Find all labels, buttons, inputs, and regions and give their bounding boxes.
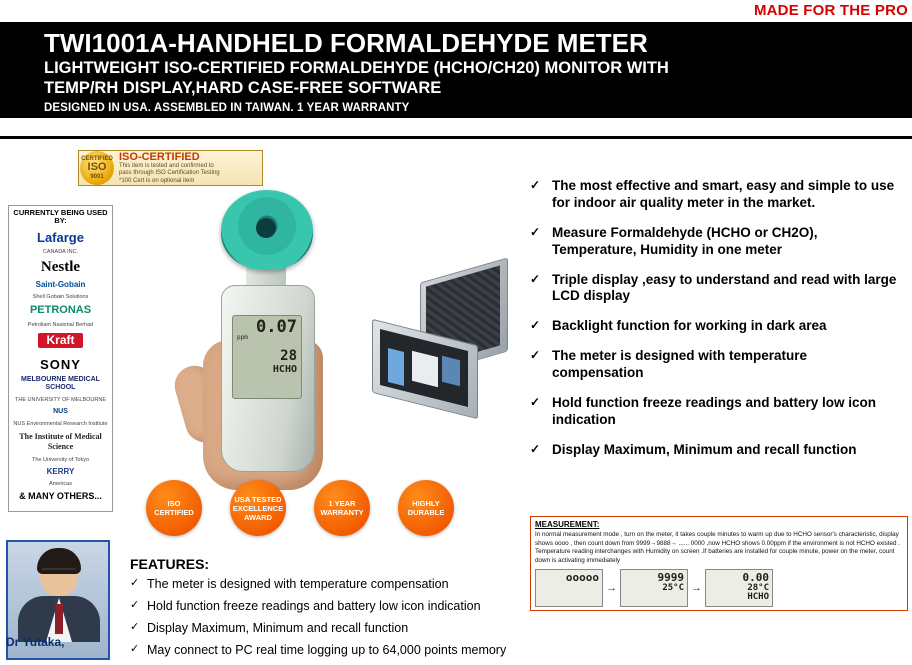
iso-seal-main: ISO	[87, 161, 107, 174]
client-logo-nus: NUS	[53, 408, 68, 416]
lcd-hcho-unit: ppm	[237, 334, 248, 341]
client-sub-nus: NUS Environmental Research Institute	[13, 421, 108, 428]
product-photo	[118, 190, 513, 490]
badge-iso-certified	[146, 480, 202, 536]
screen3-line3: HCHO	[747, 591, 769, 602]
badge-warranty	[314, 480, 370, 536]
bullet-text: Backlight function for working in dark area	[552, 318, 827, 334]
feature-text: The meter is designed with temperature compensation	[147, 577, 449, 591]
arrow-icon: →	[606, 582, 617, 594]
client-logo-many-others: & MANY OTHERS...	[19, 491, 102, 502]
badge-usa-tested	[230, 480, 286, 536]
bullet-text: The meter is designed with temperature compensation	[552, 348, 808, 380]
screen2-line2: 25°C	[662, 582, 684, 593]
check-icon: ✓	[530, 318, 541, 333]
iso-badge-line3: *100 Cert is on optional item	[119, 177, 195, 184]
check-icon: ✓	[530, 224, 541, 239]
badge-iso-line2: CERTIFIED	[154, 508, 194, 517]
screen3-line2: 28°C	[747, 582, 769, 593]
check-icon: ✓	[130, 621, 140, 633]
iso-badge-line1: This item is tested and confirmed to	[119, 162, 214, 169]
client-sub-tokyo: The University of Tokyo	[31, 456, 90, 463]
feature-item	[130, 643, 520, 658]
client-logo-sony: SONY	[40, 356, 81, 372]
client-logo-saint-gobain: Saint-Gobain	[35, 279, 86, 289]
badge-usa-line3: AWARD	[244, 512, 272, 522]
check-icon: ✓	[530, 394, 541, 409]
badge-durable-line2: DURABLE	[407, 508, 445, 517]
arrow-icon: →	[691, 582, 702, 594]
clients-panel	[8, 205, 113, 512]
iso-badge-title: ISO-CERTIFIED	[119, 150, 200, 163]
iso-seal-bottom: 9001	[90, 173, 104, 180]
screen1-line1: ooooo	[565, 571, 599, 584]
lcd-mode-label: HCHO	[272, 364, 297, 376]
screen2-line1: 9999	[657, 571, 684, 584]
bullet-item	[530, 178, 900, 212]
iso-certified-badge	[78, 150, 263, 186]
case-accessory-3	[442, 356, 460, 386]
measurement-screen-1	[535, 569, 603, 607]
award-badges	[146, 480, 526, 536]
badge-warranty-line1: 1 YEAR	[328, 499, 356, 508]
bullet-item	[530, 225, 900, 259]
client-logo-petronas: PETRONAS	[29, 304, 92, 317]
measurement-screen-3	[705, 569, 773, 607]
bullet-item	[530, 348, 900, 382]
hard-case-image	[368, 270, 508, 410]
check-icon: ✓	[130, 599, 140, 611]
check-icon: ✓	[130, 643, 140, 655]
bullet-text: Hold function freeze readings and battery low icon indication	[552, 394, 877, 427]
iso-badge-line2: pass through ISO Certification Testing	[119, 170, 220, 177]
badge-usa-line2: EXCELLENCE	[232, 503, 284, 513]
glasses-icon	[42, 568, 76, 578]
client-sub-lafarge: CANADA INC.	[42, 249, 79, 256]
made-for-pro-tagline: MADE FOR THE PRO	[753, 2, 908, 19]
iso-seal-top: CERTIFIED	[81, 155, 113, 162]
page-subtitle: LIGHTWEIGHT ISO-CERTIFIED FORMALDEHYDE (HCHO/CH20) MONITOR WITH TEMP/RH DISPLAY,HARD CASE-FREE SOFTWARE	[44, 59, 669, 97]
client-sub-petronas: Petroliam Nasional Berhad	[27, 321, 94, 328]
client-sub-saint-gobain: Shell Gobain Solutions	[32, 294, 89, 301]
measurement-body: In normal measurement mode , turn on the meter, it takes couple minutes to warm up due to HCHO sensor's characteristic, display shows oooo , then count down from 9999→9888→ ...... 0000 ,now HCHO shows 0.00ppm if the environment is not HCHO existed . Temperature reading interchanges with Humidity on screen .If batteries are installed for couple minute, power on the meter, count down is activating immediately	[535, 531, 901, 564]
meter-lcd-display	[232, 315, 302, 399]
bullet-item	[530, 272, 900, 306]
case-accessory-1	[388, 348, 404, 386]
clients-header: CURRENTLY BEING USED BY:	[13, 208, 108, 226]
measurement-screen-sequence	[535, 569, 903, 607]
bullet-text: Measure Formaldehyde (HCHO or CH2O), Temperature, Humidity in one meter	[552, 224, 818, 257]
badge-durable	[398, 480, 454, 536]
client-logo-tokyo: The Institute of Medical Science	[19, 432, 102, 452]
client-sub-melbourne: THE UNIVERSITY OF MELBOURNE	[15, 397, 106, 404]
measurement-panel	[530, 516, 908, 611]
bullet-text: Triple display ,easy to understand and read with large LCD display	[552, 271, 897, 304]
feature-item	[130, 577, 520, 592]
divider-rule	[0, 136, 912, 139]
features-section	[130, 556, 520, 665]
page-title: TWI1001A-HANDHELD FORMALDEHYDE METER	[44, 28, 648, 58]
feature-item	[130, 621, 520, 636]
lcd-hcho-value: 0.07	[256, 317, 297, 337]
badge-warranty-line2: WARRANTY	[320, 508, 364, 517]
check-icon: ✓	[530, 441, 541, 456]
check-icon: ✓	[530, 348, 541, 363]
title-banner	[0, 22, 912, 118]
client-logo-kraft: Kraft	[38, 333, 82, 348]
measurement-title: MEASUREMENT:	[535, 520, 600, 529]
measurement-screen-2	[620, 569, 688, 607]
check-icon: ✓	[530, 178, 541, 192]
iso-seal-icon	[80, 151, 114, 185]
case-accessory-2	[412, 351, 438, 387]
bullet-text: The most effective and smart, easy and simple to use for indoor air quality meter in the market.	[552, 178, 895, 210]
feature-text: Display Maximum, Minimum and recall function	[147, 621, 409, 635]
badge-iso-line1: ISO	[167, 499, 181, 508]
client-sub-kerry: Americas	[49, 481, 72, 488]
expert-name: Dr Yutaka,	[6, 635, 65, 649]
client-logo-nestle: Nestle	[40, 259, 81, 276]
feature-text: Hold function freeze readings and battery low icon indication	[147, 599, 481, 613]
client-logo-kerry: KERRY	[46, 466, 75, 476]
client-logo-lafarge: Lafarge	[37, 229, 84, 245]
client-logo-melbourne: MELBOURNE MEDICAL SCHOOL	[21, 376, 100, 392]
fan-hub-icon	[256, 218, 276, 238]
features-title: FEATURES:	[130, 556, 210, 572]
bullet-item	[530, 318, 900, 335]
portrait-tie	[55, 604, 63, 634]
bullet-item	[530, 395, 900, 429]
badge-usa-line1: USA TESTED	[234, 494, 282, 504]
feature-bullet-list	[530, 178, 900, 472]
feature-text: May connect to PC real time logging up to 64,000 points memory	[147, 643, 507, 657]
bullet-text: Display Maximum, Minimum and recall function	[552, 441, 857, 457]
origin-line: DESIGNED IN USA. ASSEMBLED IN TAIWAN. 1 YEAR WARRANTY	[44, 102, 410, 115]
check-icon: ✓	[130, 577, 140, 589]
lcd-temp-value: 28	[280, 348, 297, 364]
screen3-line1: 0.00	[742, 571, 769, 584]
check-icon: ✓	[530, 271, 541, 286]
feature-item	[130, 599, 520, 614]
badge-durable-line1: HIGHLY	[412, 499, 440, 508]
bullet-item	[530, 442, 900, 459]
